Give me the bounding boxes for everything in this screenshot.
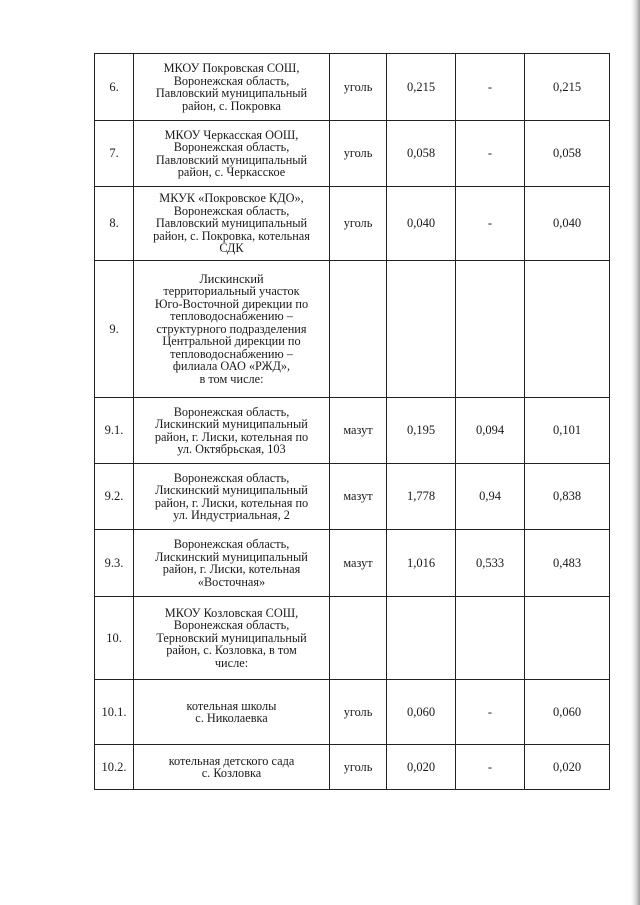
value-cell: 0,533 [456,530,525,597]
row-number: 9.2. [95,464,134,530]
value-cell: 0,94 [456,464,525,530]
row-number: 9.1. [95,398,134,464]
row-number: 9. [95,261,134,398]
value-cell: 0,215 [525,54,610,121]
fuel-type: уголь [330,121,387,187]
fuel-type: уголь [330,187,387,261]
table-row [95,680,610,745]
heat-supply-table [94,53,610,790]
row-number: 10.1. [95,680,134,745]
table-row [95,187,610,261]
value-cell [456,261,525,398]
row-number: 7. [95,121,134,187]
table-row [95,398,610,464]
value-cell: 0,058 [525,121,610,187]
value-cell: 1,016 [387,530,456,597]
table-row [95,745,610,790]
row-number: 6. [95,54,134,121]
organization-name: Воронежская область, Лискинский муниципальный район, г. Лиски, котельная по ул. Октябрьская, 103 [134,398,330,464]
organization-name: МКУК «Покровское КДО», Воронежская область, Павловский муниципальный район, с. Покровка, котельная СДК [134,187,330,261]
value-cell: 0,040 [525,187,610,261]
organization-name: МКОУ Козловская СОШ, Воронежская область, Терновский муниципальный район, с. Козловка, в том числе: [134,597,330,680]
fuel-type: уголь [330,680,387,745]
table-row [95,261,610,398]
value-cell: 0,101 [525,398,610,464]
value-cell: 0,020 [525,745,610,790]
value-cell: - [456,121,525,187]
value-cell: 1,778 [387,464,456,530]
value-cell: 0,040 [387,187,456,261]
value-cell: - [456,54,525,121]
fuel-type: мазут [330,398,387,464]
fuel-type: уголь [330,745,387,790]
row-number: 8. [95,187,134,261]
value-cell: - [456,187,525,261]
value-cell: 0,060 [525,680,610,745]
value-cell [387,261,456,398]
fuel-type [330,597,387,680]
organization-name: котельная школы с. Николаевка [134,680,330,745]
organization-name: Лискинский территориальный участок Юго-Восточной дирекции по тепловодоснабжению – структурного подразделения Центральной дирекции по тепловодоснабжению – филиала ОАО «РЖД», в том числе: [134,261,330,398]
value-cell: 0,195 [387,398,456,464]
organization-name: Воронежская область, Лискинский муниципальный район, г. Лиски, котельная по ул. Индустриальная, 2 [134,464,330,530]
fuel-type: мазут [330,464,387,530]
table-row [95,464,610,530]
value-cell: 0,838 [525,464,610,530]
row-number: 10. [95,597,134,680]
value-cell: 0,094 [456,398,525,464]
fuel-type [330,261,387,398]
value-cell: 0,483 [525,530,610,597]
fuel-type: мазут [330,530,387,597]
value-cell [525,261,610,398]
organization-name: Воронежская область, Лискинский муниципальный район, г. Лиски, котельная «Восточная» [134,530,330,597]
value-cell: 0,058 [387,121,456,187]
value-cell: - [456,680,525,745]
value-cell [456,597,525,680]
value-cell: 0,215 [387,54,456,121]
value-cell: 0,060 [387,680,456,745]
value-cell: - [456,745,525,790]
table-row [95,530,610,597]
scan-edge-shadow [631,0,640,905]
table-row [95,121,610,187]
organization-name: МКОУ Черкасская ООШ, Воронежская область, Павловский муниципальный район, с. Черкасское [134,121,330,187]
organization-name: котельная детского сада с. Козловка [134,745,330,790]
row-number: 9.3. [95,530,134,597]
table-row [95,597,610,680]
organization-name: МКОУ Покровская СОШ, Воронежская область, Павловский муниципальный район, с. Покровка [134,54,330,121]
value-cell: 0,020 [387,745,456,790]
row-number: 10.2. [95,745,134,790]
value-cell [525,597,610,680]
table-row [95,54,610,121]
value-cell [387,597,456,680]
fuel-type: уголь [330,54,387,121]
